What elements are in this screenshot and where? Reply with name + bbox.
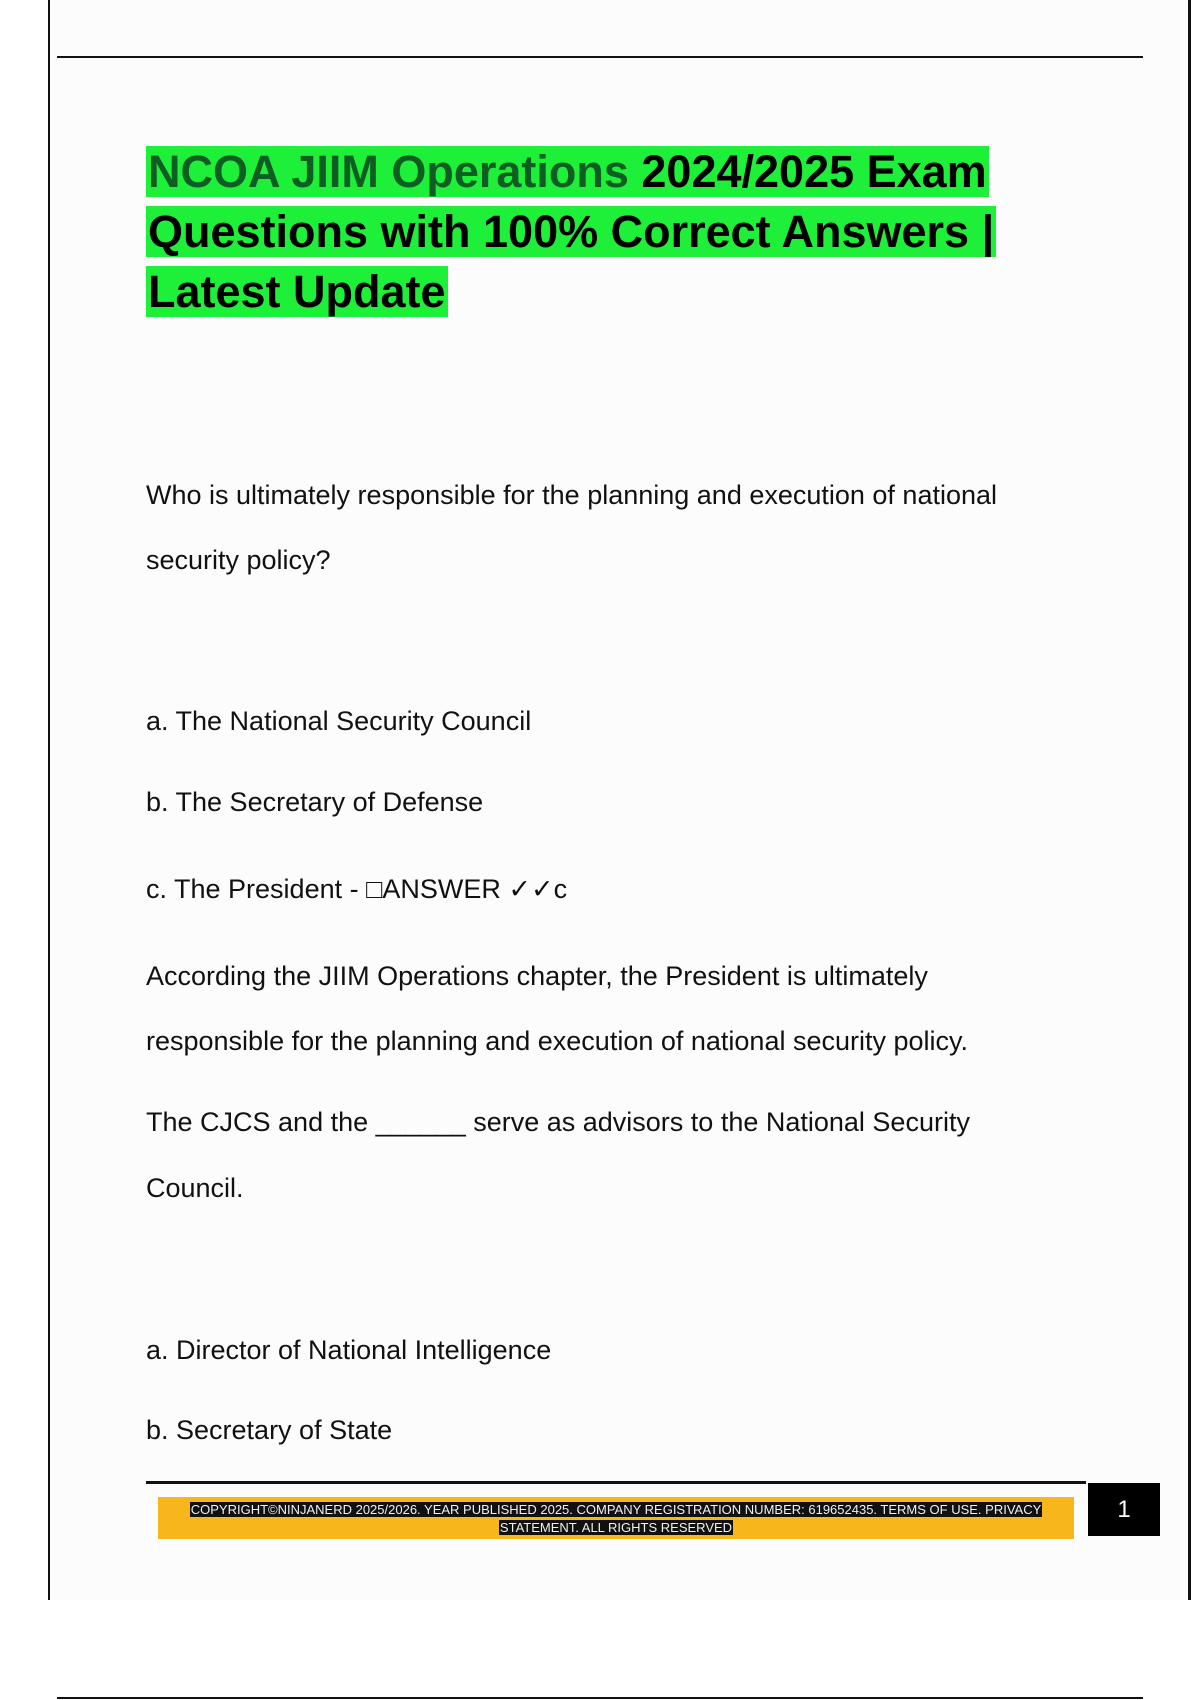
footer-divider: [146, 1481, 1086, 1484]
q1-option-c-answer: c. The President - □ANSWER ✓✓c: [146, 874, 568, 904]
document-title: [146, 142, 1086, 322]
question-1-line-1: Who is ultimately responsible for the planning and execution of national: [146, 480, 998, 510]
question-1-line-2: security policy?: [146, 545, 331, 575]
next-page-divider: [57, 1697, 1143, 1699]
q1-explanation-line-2: responsible for the planning and execution of national security policy.: [146, 1026, 969, 1056]
question-2-line-1: The CJCS and the ______ serve as advisors to the National Security: [146, 1107, 970, 1137]
q2-option-b: b. Secretary of State: [146, 1415, 393, 1445]
top-divider: [57, 56, 1143, 58]
q1-explanation-line-1: According the JIIM Operations chapter, the President is ultimately: [146, 961, 928, 991]
q1-option-a: a. The National Security Council: [146, 706, 532, 736]
page-number: 1: [1088, 1483, 1160, 1536]
title-part-2: 2024/2025 Exam Questions with 100% Correct Answers | Latest Update: [148, 146, 995, 317]
footer-copyright-text: COPYRIGHT©NINJANERD 2025/2026. YEAR PUBLISHED 2025. COMPANY REGISTRATION NUMBER: 619652435. TERMS OF USE. PRIVACY STATEMENT. ALL RIGHTS RESERVED: [190, 1502, 1042, 1535]
title-part-1: NCOA JIIM Operations: [148, 146, 642, 197]
footer-copyright: [172, 1501, 1060, 1537]
q1-option-b: b. The Secretary of Defense: [146, 787, 484, 817]
q2-option-a: a. Director of National Intelligence: [146, 1335, 552, 1365]
question-2-line-2: Council.: [146, 1173, 244, 1203]
